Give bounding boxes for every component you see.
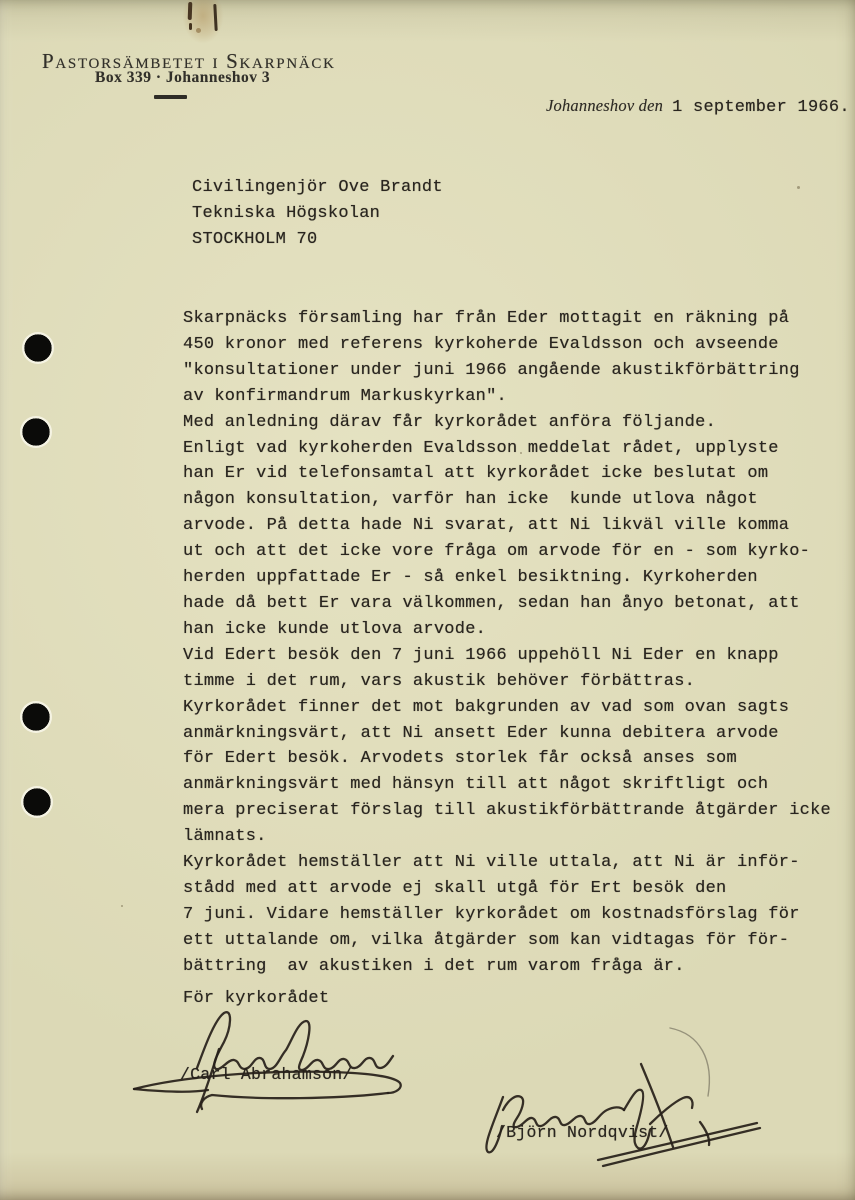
staple-mark-left bbox=[188, 2, 193, 20]
carl-abrahamson-signature-ink bbox=[134, 1012, 401, 1112]
body-line: någon konsultation, varför han icke kunde utlova något bbox=[183, 490, 758, 510]
paper-speck bbox=[797, 186, 800, 189]
letterhead-address: Box 339 · Johanneshov 3 bbox=[95, 69, 271, 86]
body-line: för Edert besök. Arvodets storlek får också anses som bbox=[183, 749, 737, 769]
rust-blot bbox=[196, 28, 201, 33]
recipient-line: STOCKHOLM 70 bbox=[192, 230, 318, 249]
closing-line: För kyrkorådet bbox=[183, 989, 330, 1008]
body-line: mera preciserat förslag till akustikförbättrande åtgärder icke bbox=[183, 801, 832, 821]
punch-hole-4 bbox=[21, 786, 53, 818]
dateline-date: 1 september 1966. bbox=[672, 98, 850, 117]
body-line: 7 juni. Vidare hemställer kyrkorådet om kostnadsförslag för bbox=[183, 904, 800, 924]
body-line: Kyrkorådet finner det mot bakgrunden av vad som ovan sagts bbox=[183, 697, 790, 717]
dateline-place: Johanneshov den bbox=[546, 96, 664, 115]
bjorn-nordqvist-signature-ink bbox=[486, 1028, 760, 1166]
dateline bbox=[546, 96, 850, 117]
typed-signature-carl-abrahamson: /Carl Abrahamson/ bbox=[180, 1065, 353, 1084]
body-line: ett uttalande om, vilka åtgärder som kan vidtagas för för- bbox=[183, 930, 790, 950]
letter-body bbox=[183, 306, 831, 980]
staple-mark-right bbox=[213, 4, 217, 31]
body-line: herden uppfattade Er - så enkel besiktning. Kyrkoherden bbox=[183, 568, 758, 588]
body-line: hade då bett Er vara välkommen, sedan han ånyo betonat, att bbox=[183, 593, 800, 613]
body-line: Enligt vad kyrkoherden Evaldsson meddelat rådet, upplyste bbox=[183, 438, 779, 458]
body-line: lämnats. bbox=[183, 827, 267, 847]
recipient-block bbox=[192, 175, 443, 253]
body-line: stådd med att arvode ej skall utgå för Ert besök den bbox=[183, 878, 727, 898]
paper-speck bbox=[121, 905, 123, 907]
punch-hole-2 bbox=[20, 416, 52, 448]
recipient-line: Civilingenjör Ove Brandt bbox=[192, 178, 443, 197]
body-line: timme i det rum, vars akustik behöver förbättras. bbox=[183, 671, 696, 691]
letterhead-rule bbox=[154, 95, 187, 99]
body-line: 450 kronor med referens kyrkoherde Evaldsson och avseende bbox=[183, 334, 779, 354]
body-line: arvode. På detta hade Ni svarat, att Ni likväl ville komma bbox=[183, 516, 790, 536]
staple-mark-left-dot bbox=[189, 23, 192, 30]
typed-signature-bjorn-nordqvist: /Björn Nordqvist/ bbox=[496, 1123, 669, 1142]
body-line: ut och att det icke vore fråga om arvode för en - som kyrko- bbox=[183, 542, 811, 562]
body-line: Skarpnäcks församling har från Eder mottagit en räkning på bbox=[183, 309, 790, 328]
recipient-line: Tekniska Högskolan bbox=[192, 204, 381, 223]
body-line: Med anledning därav får kyrkorådet anföra följande. bbox=[183, 412, 717, 432]
punch-hole-3 bbox=[20, 701, 52, 733]
staple-rust-stain bbox=[181, 0, 225, 46]
body-line: anmärkningsvärt med hänsyn till att något skriftligt och bbox=[183, 775, 769, 795]
body-line: Kyrkorådet hemställer att Ni ville uttala, att Ni är inför- bbox=[183, 853, 800, 873]
body-line: han icke kunde utlova arvode. bbox=[183, 619, 487, 639]
body-line: anmärkningsvärt, att Ni ansett Eder kunna debitera arvode bbox=[183, 723, 779, 743]
body-line: Vid Edert besök den 7 juni 1966 uppehöll Ni Eder en knapp bbox=[183, 645, 779, 665]
body-line: "konsultationer under juni 1966 angående akustikförbättring bbox=[183, 360, 800, 380]
body-line: han Er vid telefonsamtal att kyrkorådet icke beslutat om bbox=[183, 464, 769, 484]
letterhead-organization: Pastorsämbetet i Skarpnäck bbox=[42, 49, 336, 73]
body-line: bättring av akustiken i det rum varom fråga är. bbox=[183, 956, 685, 976]
punch-hole-1 bbox=[22, 332, 54, 364]
body-line: av konfirmandrum Markuskyrkan". bbox=[183, 386, 508, 406]
